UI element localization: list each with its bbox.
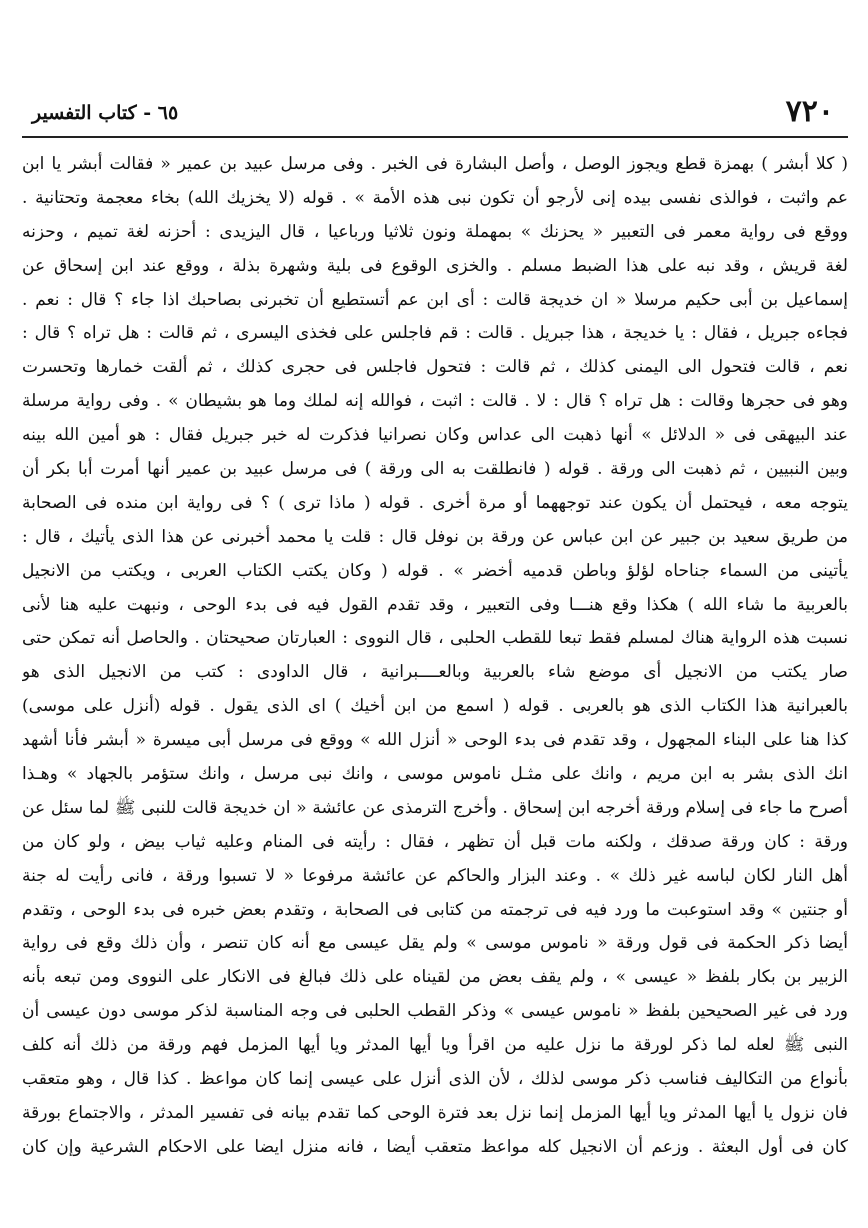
text-line: كان فى أول البعثة . وزعم أن الانجيل كله مواعظ متعقب أيضا ، فانه منزل ايضا على الاحكام الشرعية وإن كان [22,1136,848,1157]
text-line: ووقع فى رواية معمر فى التعبير « يحزنك » بمهملة ونون ثلاثيا ورباعيا ، قال اليزيدى : أحزنه لغة تميم ، وحزنه [22,221,848,242]
text-line: وهو فى حجرها وقالت : هل تراه ؟ قال : لا . قالت : اثبت ، فوالله إنه لملك وما هو بشيطان » . وفى رواية مرسلة [22,391,848,412]
text-line: فجاءه جبريل ، فقال : يا خديجة ، هذا جبريل . قالت : قم فاجلس على فخذى اليسرى ، ثم قالت : هل تراه ؟ قال : [22,323,848,344]
page-header [22,88,848,132]
text-line: من طريق سعيد بن جبير عن ابن عباس عن ورقة بن نوفل قال : قلت يا محمد أخبرنى عن هذا الذى يأتيك ، قال : [22,526,848,547]
text-line: يأتينى من السماء جناحاه لؤلؤ وباطن قدميه أخضر » . قوله ( وكان يكتب الكتاب العربى ، ويكتب من الانجيل [22,560,848,581]
text-line: لغة قريش ، وقد نبه على هذا الضبط مسلم . والخزى الوقوع فى بلية وشهرة بذلة ، ووقع عند ابن إسحاق عن [22,255,848,276]
text-line: أو جنتين » وقد استوعبت ما ورد فيه فى ترجمته من كتابى فى الصحابة ، وتقدم بعض خبره فى بدء الوحى ، وتقدم [22,899,848,920]
text-line: عند البيهقى فى « الدلائل » أنها ذهبت الى عداس وكان نصرانيا فذكرت له خبر جبريل فقال : هو أمين الله بينه [22,425,848,446]
text-line: أصرح ما جاء فى إسلام ورقة أخرجه ابن إسحاق . وأخرج الترمذى عن عائشة « ان خديجة قالت للنبى ﷺ لما سئل عن [22,797,848,818]
text-line: ( كلا أبشر ) بهمزة قطع ويجوز الوصل ، وأصل البشارة فى الخبر . وفى مرسل عبيد بن عمير « فقالت أبشر يا ابن [22,154,848,174]
text-line: انك الذى بشر به ابن مريم ، وانك على مثـل ناموس موسى ، وانك نبى مرسل ، وانك ستؤمر بالجهاد » وهـذا [22,764,848,785]
text-line: إسماعيل بن أبى حكيم مرسلا « ان خديجة قالت : أى ابن عم أتستطيع أن تخبرنى بصاحبك اذا جاء ؟ قال : نعم . [22,289,848,310]
text-line: نعم ، قالت فتحول الى اليمنى كذلك ، ثم قالت : فتحول فاجلس فى حجرى كذلك ، ثم ألقت خمارها وتحسرت [22,357,848,378]
running-title: ٦٥ - كتاب التفسير [32,102,179,124]
text-line: أيضا ذكر الحكمة فى قول ورقة « ناموس موسى » ولم يقل عيسى مع أنه كان تنصر ، وأن ذلك وقع فى رواية [22,933,848,954]
text-line: ورقة : كان ورقة صدقك ، ولكنه مات قبل أن تظهر ، فقال : رأيته فى المنام وعليه ثياب بيض ، ولو كان من [22,831,848,852]
text-line: الزبير بن بكار بلفظ « عيسى » ، ولم يقف بعض من لقيناه على ذلك فبالغ فى الانكار على النووى ومن تبعه بأنه [22,967,848,988]
text-line: فان نزول يا أيها المدثر ويا أيها المزمل إنما نزل بعد فترة الوحى كما تقدم بيانه فى تفسير المدثر ، والاجتماع بورقة [22,1102,848,1123]
text-line: نسبت هذه الرواية هناك لمسلم فقط تبعا للقطب الحلبى ، قال النووى : العبارتان صحيحتان . والحاصل أنه تمكن حتى [22,628,848,649]
text-line: يتوجه معه ، فيحتمل أن يكون عند توجههما أو مرة أخرى . قوله ( ماذا ترى ) ؟ فى رواية ابن منده فى الصحابة [22,492,848,513]
text-line: بالعبرانية هذا الكتاب الذى هو بالعربى . قوله ( اسمع من ابن أخيك ) اى الذى يقول . قوله (أنزل على موسى) [22,696,848,717]
text-line: كذا هنا على البناء المجهول ، وقد تقدم فى بدء الوحى « أنزل الله » ووقع فى مرسل أبى ميسرة « أبشر فأنا أشهد [22,730,848,751]
text-line: بأنواع من التكاليف فناسب ذكر موسى لذلك ، لأن الذى أنزل على عيسى إنما كان مواعظ . كذا قال ، وهو متعقب [22,1069,848,1090]
text-line: وبين النبيين ، ثم ذهبت الى ورقة . قوله ( فانطلقت به الى ورقة ) فى مرسل عبيد بن عمير أنها أمرت أبا بكر أن [22,459,848,480]
text-line: أهل النار لكان لباسه غير ذلك » . وعند البزار والحاكم عن عائشة مرفوعا « لا تسبوا ورقة ، فانى رأيت له جنة [22,865,848,886]
text-line: ورد فى غير الصحيحين بلفظ « ناموس عيسى » وذكر القطب الحلبى فى وجه المناسبة لذكر موسى دون عيسى أن [22,1001,848,1022]
text-line: صار يكتب من الانجيل أى موضع شاء بالعربية وبالعــــبرانية ، قال الداودى : كتب من الانجيل الذى هو [22,662,848,683]
text-line: النبى ﷺ لعله لما ذكر لورقة ما نزل عليه من اقرأ ويا أيها المدثر ويا أيها المزمل فهم ورقة من ذلك أنه كلف [22,1035,848,1056]
text-line: بالعربية ما شاء الله ) هكذا وقع هنـــا وفى التعبير ، وقد تقدم القول فيه فى بدء الوحى ، ونبهت عليه هنا لأنى [22,594,848,615]
text-line: عم واثبت ، فوالذى نفسى بيده إنى لأرجو أن تكون نبى هذه الأمة » . قوله (لا يخزيك الله) بخاء معجمة وتحتانية . [22,187,848,208]
text-body [22,148,848,1165]
header-rule [22,136,848,138]
page-number: ٧٢٠ [785,94,834,129]
